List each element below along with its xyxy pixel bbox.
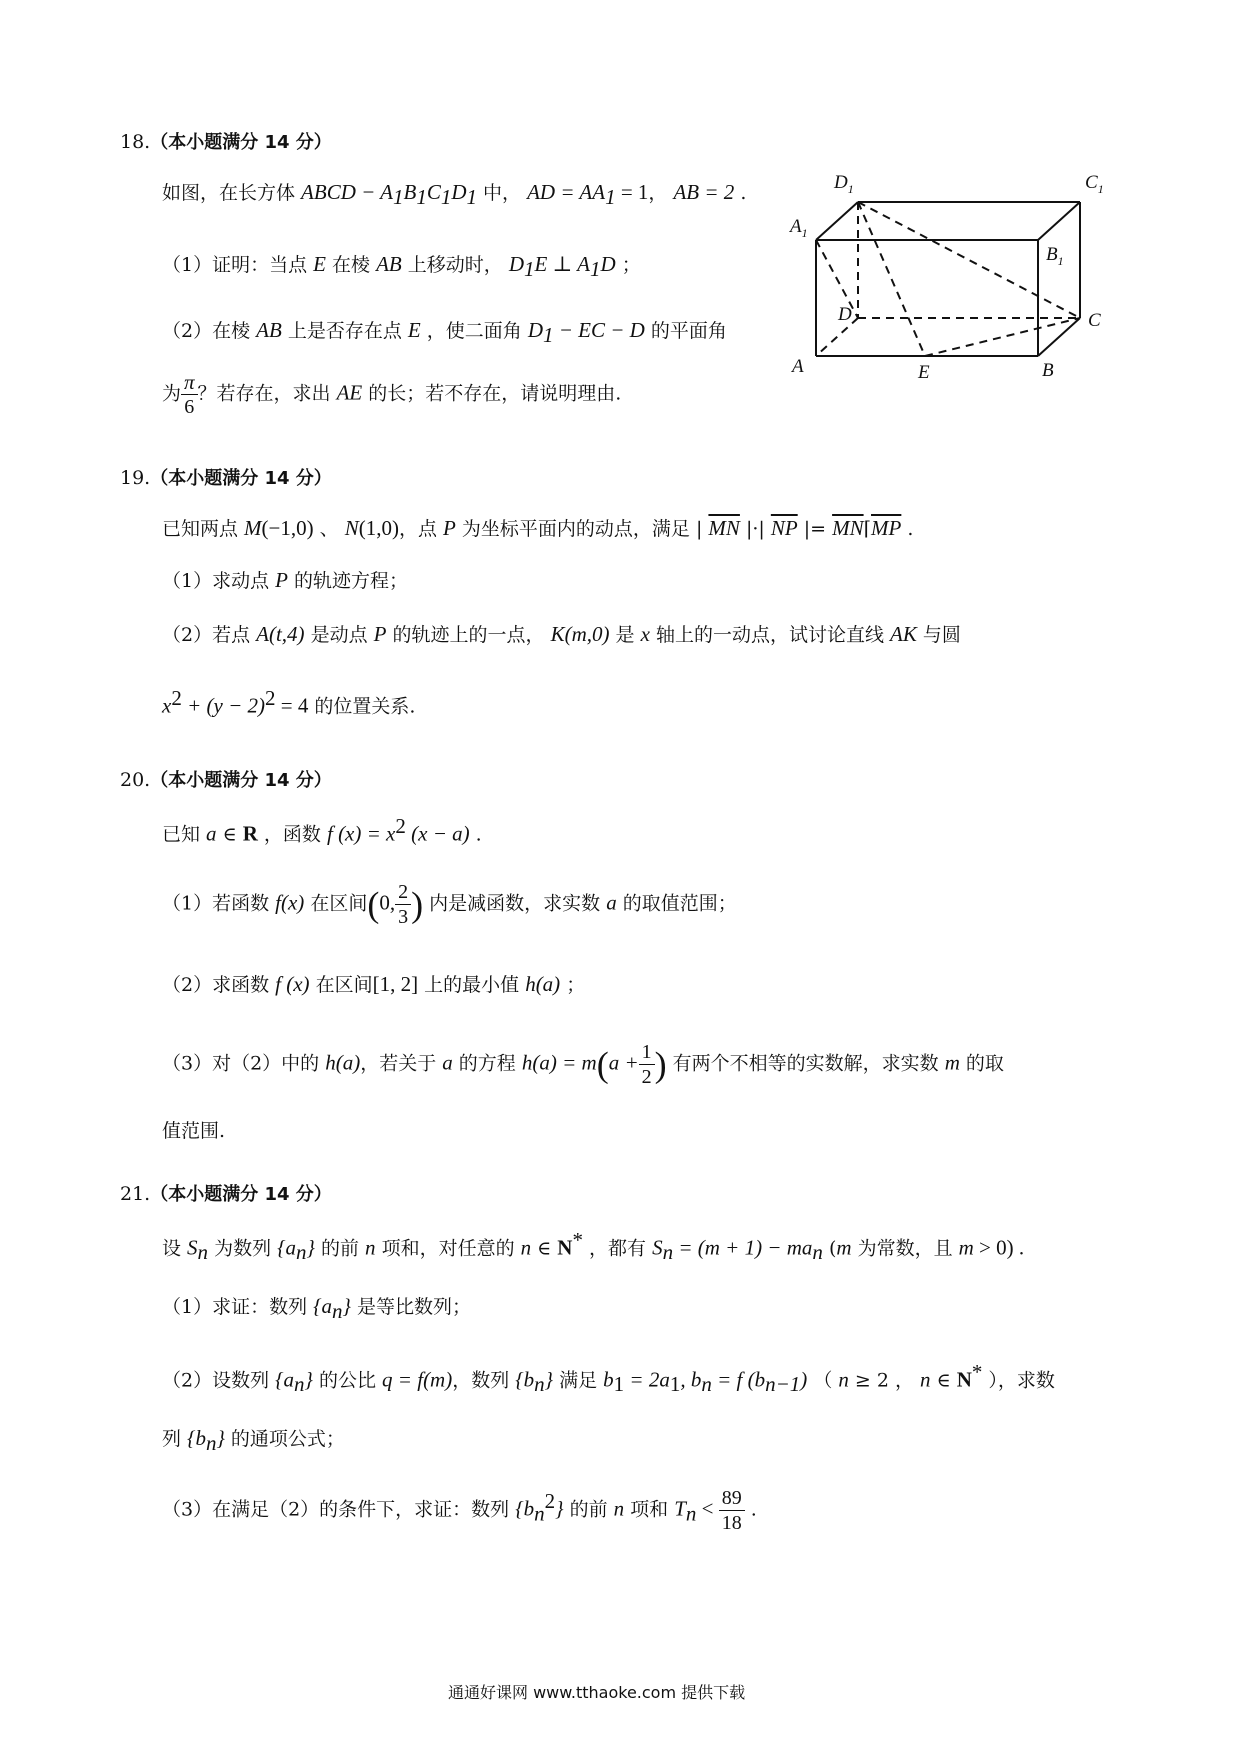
q21-part3: （3）在满足（2）的条件下，求证：数列 $\{b_n^2\}$ 的前 n 项和 $T_n$ < $\frac{89}{18}$ .: [162, 1487, 757, 1534]
label-C: C: [1088, 310, 1101, 331]
q21-part2: （2）设数列 $\{a_n\}$ 的公比 q = f(m)，数列 $\{b_n\}$ 满足 $b_1 = 2a_1$, $b_n = f$ $(b_{n-1})$ （ n ≥ 2 ， n ∈ N* ），求数: [162, 1360, 1055, 1397]
q20-part2: （2）求函数 f (x) 在区间[1, 2] 上的最小值 h(a) ；: [162, 972, 586, 996]
label-A1: $A_1$: [790, 216, 808, 240]
q20-part3-cont: 值范围.: [162, 1120, 226, 1142]
label-E: E: [918, 362, 930, 383]
label-C1: $C_1$: [1085, 172, 1104, 196]
cuboid-figure: [780, 160, 1140, 400]
q20-part1: （1）若函数 f(x) 在区间(0, $\frac{2}{3}$ ) 内是减函数，求实数 a 的取值范围；: [162, 881, 737, 928]
q18-part1: （1）证明：当点 E 在棱 AB 上移动时， $D_1E$ ⊥ $A_1D$ ；: [162, 252, 641, 281]
q21-intro: 设 $S_n$ 为数列 $\{a_n\}$ 的前 n 项和，对任意的 n ∈ N* ，都有 $S_n = (m + 1) - ma_n$ (m 为常数，且 m > 0) .: [162, 1228, 1025, 1265]
q19-intro: 已知两点 M(−1,0) 、 N(1,0)，点 P 为坐标平面内的动点，满足 | $\overline{MN}$ |·| $\overline{NP}$ |= $\overline{MN}⌈\overline{MP}$ .: [162, 516, 914, 540]
label-B: B: [1042, 360, 1054, 381]
q19-part1: （1）求动点 P 的轨迹方程；: [162, 568, 409, 592]
q20-intro: 已知 a ∈ R ，函数 f $(x) = x^2$ (x − a) .: [162, 814, 482, 846]
q19-header: 19.（本小题满分 14 分）: [120, 467, 332, 489]
q19-part2-cont: $x^2 + (y - 2)^2 = 4$ 的位置关系.: [162, 686, 416, 718]
q21-part1: （1）求证：数列 $\{a_n\}$ 是等比数列；: [162, 1294, 471, 1323]
q21-header: 21.（本小题满分 14 分）: [120, 1183, 332, 1205]
label-A: A: [792, 356, 804, 377]
label-D: D: [838, 304, 852, 325]
q20-header: 20.（本小题满分 14 分）: [120, 769, 332, 791]
label-B1: $B_1$: [1046, 244, 1064, 268]
q18-intro: 如图，在长方体 ABCD − $A_1B_1C_1D_1$ 中， AD = $AA_1 = 1$， AB = 2 .: [162, 180, 747, 209]
q18-part2-cont: 为 $\frac{\pi}{6}$ ？若存在，求出 AE 的长；若不存在，请说明理由.: [162, 370, 622, 418]
label-D1: $D_1$: [834, 172, 854, 196]
page-footer: 通通好课网 www.tthaoke.com 提供下载: [448, 1683, 746, 1702]
q20-part3: （3）对（2）中的 h(a)，若关于 a 的方程 h(a) = m(a + $\frac{1}{2}$ ) 有两个不相等的实数解，求实数 m 的取: [162, 1041, 1004, 1088]
q18-header: 18.（本小题满分 14 分）: [120, 131, 332, 153]
q18-part2: （2）在棱 AB 上是否存在点 E ，使二面角 $D_1$ − EC − D 的平面角: [162, 318, 727, 347]
q19-part2: （2）若点 A(t,4) 是动点 P 的轨迹上的一点， K(m,0) 是 x 轴上的一动点，试讨论直线 AK 与圆: [162, 622, 961, 646]
q21-part2-cont: 列 $\{b_n\}$ 的通项公式；: [162, 1426, 345, 1455]
